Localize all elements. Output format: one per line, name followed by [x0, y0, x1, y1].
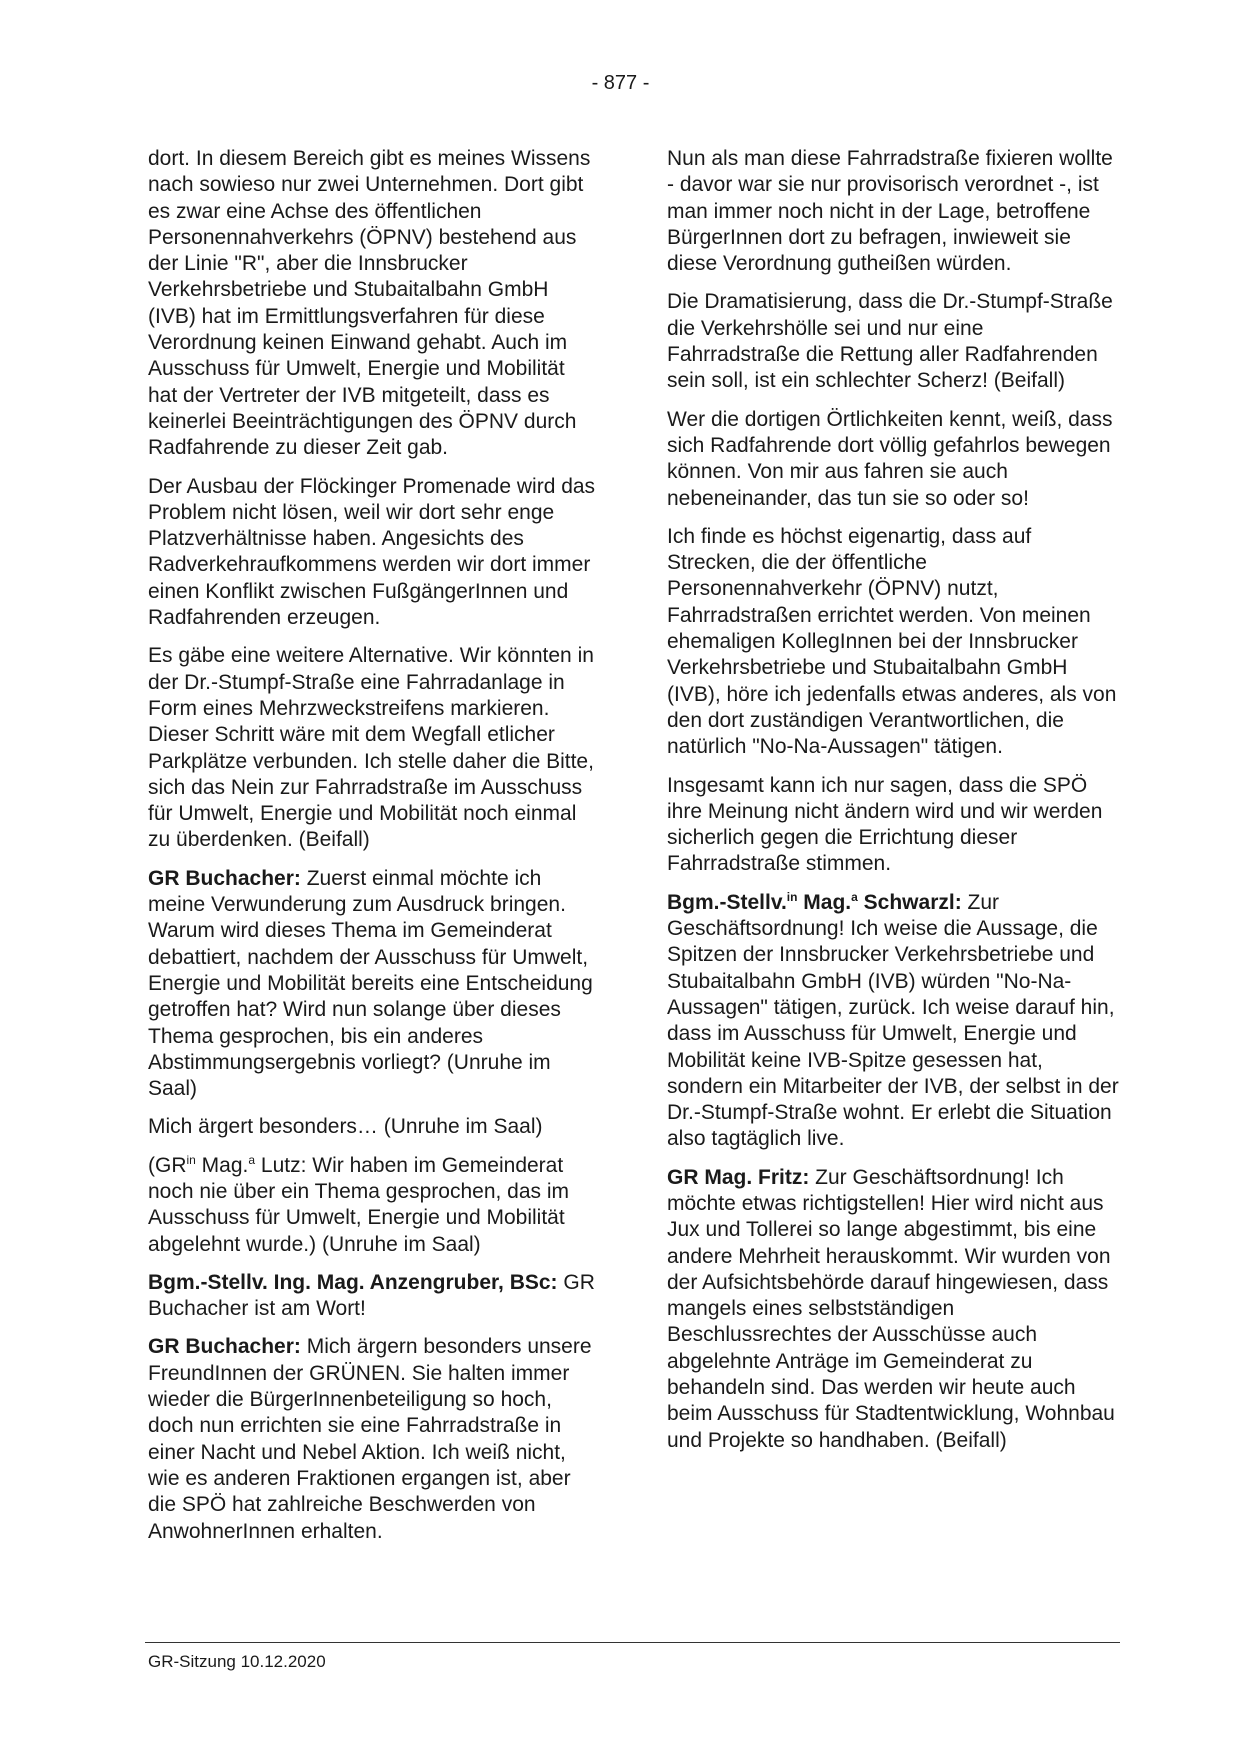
superscript: in — [186, 1152, 196, 1167]
superscript: a — [851, 889, 858, 904]
speaker-title: Mag. — [797, 890, 852, 914]
paragraph: dort. In diesem Bereich gibt es meines Wissens nach sowieso nur zwei Unternehmen. Dort gibt es zwar eine Achse des öffentlichen Personennahverkehrs (ÖPNV) bestehend aus der Linie "R", aber die Innsbrucker Verkehrsbetriebe und Stubaitalbahn GmbH (IVB) hat im Ermittlungsverfahren für diese Verordnung keinen Einwand gehabt. Auch im Ausschuss für Umwelt, Energie und Mobilität hat der Vertreter der IVB mitgeteilt, dass es keinerlei Beeinträchtigungen des ÖPNV durch Radfahrende zu dieser Zeit gab. — [148, 147, 591, 460]
speaker-name: GR Buchacher: — [148, 866, 301, 890]
footer-session-date: GR-Sitzung 10.12.2020 — [148, 1652, 326, 1671]
speech-buchacher-2 — [148, 1334, 596, 1544]
speaker-name: Bgm.-Stellv. Ing. Mag. Anzengruber, BSc: — [148, 1270, 558, 1294]
speech-buchacher-1 — [148, 866, 596, 1103]
paragraph: Ich finde es höchst eigenartig, dass auf Strecken, die der öffentliche Personennahverkehr (ÖPNV) nutzt, Fahrradstraßen errichtet werden. Von meinen ehemaligen KollegInnen bei der Innsbrucker Verkehrsbetriebe und Stubaitalbahn GmbH (IVB), höre ich jedenfalls etwas anderes, als von den dort zuständigen Verantwortlichen, die natürlich "No-Na-Aussagen" tätigen. — [667, 524, 1117, 759]
speaker-name — [667, 891, 962, 914]
paragraph: Es gäbe eine weitere Alternative. Wir könnten in der Dr.-Stumpf-Straße eine Fahrradanlage in Form eines Mehrzweckstreifens markieren. Dieser Schritt wäre mit dem Wegfall etlicher Parkplätze verbunden. Ich stelle daher die Bitte, sich das Nein zur Fahrradstraße im Ausschuss für Umwelt, Energie und Mobilität noch einmal zu überdenken. (Beifall) — [148, 644, 594, 852]
speech-schwarzl — [667, 890, 1121, 1153]
paragraph: Mich ärgert besonders… (Unruhe im Saal) — [148, 1115, 543, 1139]
speech-text: Mich ärgern besonders unsere FreundInnen der GRÜNEN. Sie halten immer wieder die BürgerInnenbeteiligung so hoch, doch nun errichten sie eine Fahrradstraße in einer Nacht und Nebel Aktion. Ich weiß nicht, wie es anderen Fraktionen ergangen ist, aber die SPÖ hat zahlreiche Beschwerden von AnwohnerInnen erhalten. — [148, 1335, 592, 1543]
superscript: in — [786, 889, 798, 904]
interjection-lutz — [148, 1153, 596, 1258]
footer-divider — [145, 1642, 1120, 1643]
speech-fritz — [667, 1165, 1121, 1454]
interjection-title: Mag. — [195, 1153, 249, 1177]
page-number: - 877 - — [591, 72, 650, 94]
speech-anzengruber — [148, 1270, 596, 1323]
paragraph: Insgesamt kann ich nur sagen, dass die SPÖ ihre Meinung nicht ändern wird und wir werden sicherlich gegen die Errichtung dieser Fahrradstraße stimmen. — [667, 773, 1103, 876]
left-column — [148, 146, 596, 1557]
speech-text: Zur Geschäftsordnung! Ich möchte etwas richtigstellen! Hier wird nicht aus Jux und Tollerei so lange abgestimmt, bis eine andere Mehrheit herauskommt. Wir wurden von der Aufsichtsbehörde darauf hingewiesen, dass mangels eines selbstständigen Beschlussrechtes der Ausschüsse auch abgelehnte Anträge im Gemeinderat zu behandeln sind. Das werden wir heute auch beim Ausschuss für Stadtentwicklung, Wohnbau und Projekte so handhaben. (Beifall) — [667, 1165, 1115, 1452]
speaker-name: GR Buchacher: — [148, 1335, 301, 1359]
speaker-title: Bgm.-Stellv. — [667, 890, 787, 914]
speech-text: Zuerst einmal möchte ich meine Verwunderung zum Ausdruck bringen. Warum wird dieses Thema im Gemeinderat debattiert, nachdem der Ausschuss für Umwelt, Energie und Mobilität bereits eine Entscheidung getroffen hat? Wird nun solange über dieses Thema gesprochen, bis ein anderes Abstimmungsergebnis vorliegt? (Unruhe im Saal) — [148, 866, 593, 1101]
interjection-prefix: (GR — [148, 1153, 187, 1177]
speech-text: GR Buchacher ist am Wort! — [148, 1270, 595, 1321]
paragraph: Die Dramatisierung, dass die Dr.-Stumpf-Straße die Verkehrshölle sei und nur eine Fahrradstraße die Rettung aller Radfahrenden sein soll, ist ein schlechter Scherz! (Beifall) — [667, 290, 1113, 393]
superscript: a — [248, 1152, 256, 1167]
right-column — [667, 146, 1121, 1466]
interjection-text: Lutz: Wir haben im Gemeinderat noch nie über ein Thema gesprochen, das im Ausschuss für Umwelt, Energie und Mobilität abgelehnt wurde.) (Unruhe im Saal) — [148, 1153, 570, 1256]
speech-text: Zur Geschäftsordnung! Ich weise die Aussage, die Spitzen der Innsbrucker Verkehrsbetriebe und Stubaitalbahn GmbH (IVB) würden "No-Na-Aussagen" tätigen, zurück. Ich weise darauf hin, dass im Ausschuss für Umwelt, Energie und Mobilität keine IVB-Spitze gesessen hat, sondern ein Mitarbeiter der IVB, der selbst in der Dr.-Stumpf-Straße wohnt. Er erlebt die Situation also tagtäglich live. — [667, 890, 1119, 1151]
paragraph: Der Ausbau der Flöckinger Promenade wird das Problem nicht lösen, weil wir dort sehr enge Platzverhältnisse haben. Angesichts des Radverkehraufkommens werden wir dort immer einen Konflikt zwischen FußgängerInnen und Radfahrenden erzeugen. — [148, 474, 596, 630]
paragraph: Nun als man diese Fahrradstraße fixieren wollte - davor war sie nur provisorisch verordnet -, ist man immer noch nicht in der Lage, betroffene BürgerInnen dort zu befragen, inwieweit sie diese Verordnung gutheißen würden. — [667, 147, 1113, 276]
speaker-surname: Schwarzl: — [857, 890, 962, 914]
speaker-name: GR Mag. Fritz: — [667, 1165, 810, 1189]
paragraph: Wer die dortigen Örtlichkeiten kennt, weiß, dass sich Radfahrende dort völlig gefahrlos bewegen können. Von mir aus fahren sie auch nebeneinander, das tun sie so oder so! — [667, 407, 1113, 510]
